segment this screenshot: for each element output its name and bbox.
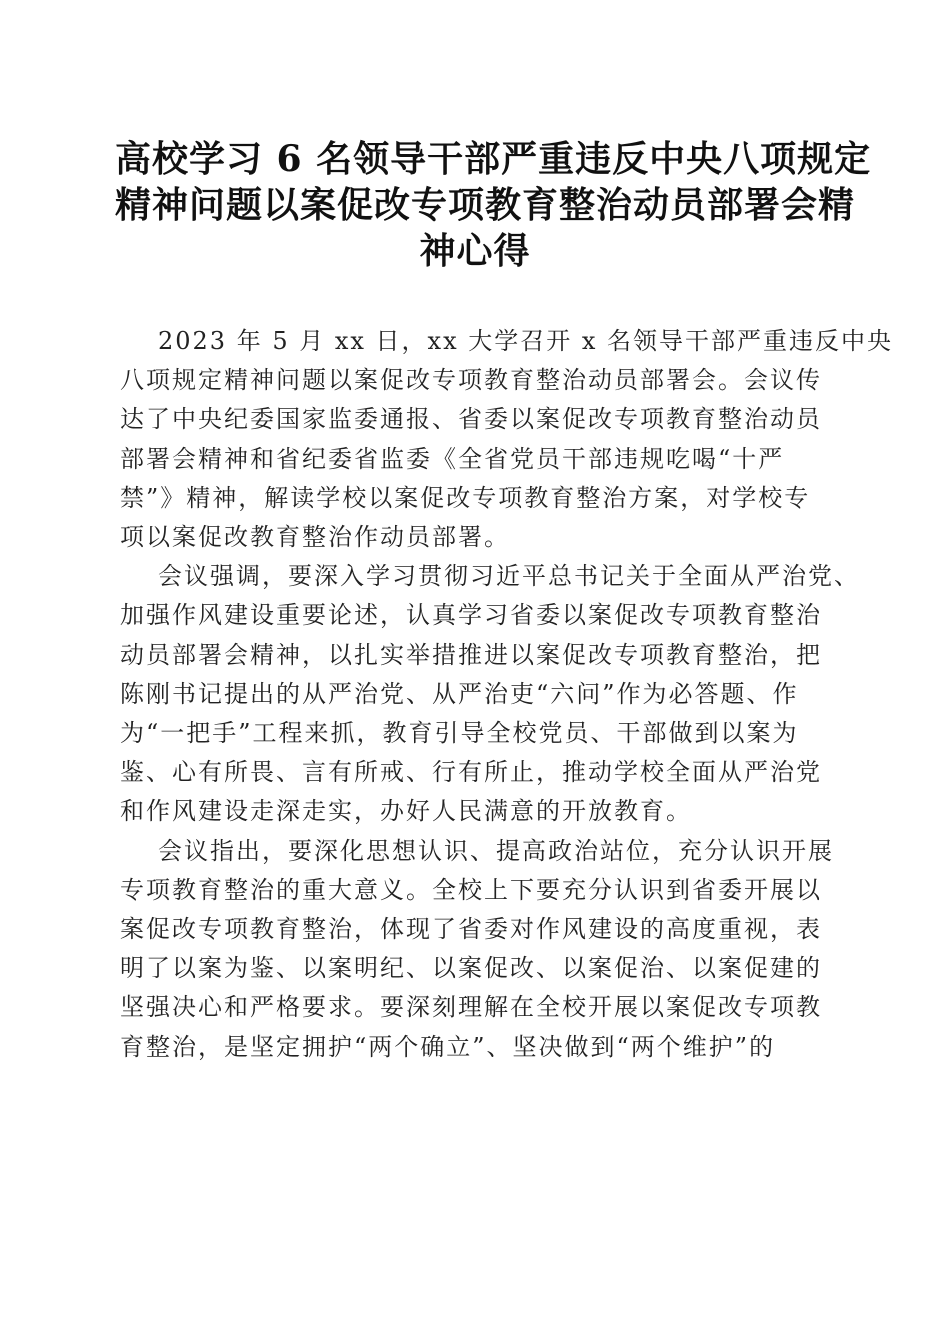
text-line: 明了以案为鉴、以案明纪、以案促改、以案促治、以案促建的 — [120, 954, 822, 983]
document-body — [120, 322, 894, 1067]
title-line: 高校学习 6 名领导干部严重违反中央八项规定 — [115, 138, 872, 180]
text-line: 坚强决心和严格要求。要深刻理解在全校开展以案促改专项教 — [120, 993, 822, 1022]
text-line: 八项规定精神问题以案促改专项教育整治动员部署会。会议传 — [120, 366, 822, 395]
text-line: 鉴、心有所畏、言有所戒、行有所止，推动学校全面从严治党 — [120, 758, 822, 787]
text-line: 达了中央纪委国家监委通报、省委以案促改专项教育整治动员 — [120, 405, 822, 434]
text-line: 动员部署会精神，以扎实举措推进以案促改专项教育整治，把 — [120, 640, 822, 669]
text-line: 禁”》精神，解读学校以案促改专项教育整治方案，对学校专 — [120, 483, 811, 512]
paragraph-2 — [120, 557, 860, 831]
text-line: 会议指出，要深化思想认识、提高政治站位，充分认识开展 — [158, 836, 834, 865]
text-line: 部署会精神和省纪委省监委《全省党员干部违规吃喝“十严 — [120, 444, 785, 473]
text-line: 项以案促改教育整治作动员部署。 — [120, 523, 510, 552]
text-line: 2023 年 5 月 xx 日，xx 大学召开 x 名领导干部严重违反中央 — [158, 327, 894, 355]
text-line: 专项教育整治的重大意义。全校上下要充分认识到省委开展以 — [120, 875, 822, 904]
text-line: 加强作风建设重要论述，认真学习省委以案促改专项教育整治 — [120, 601, 822, 630]
text-line: 和作风建设走深走实，办好人民满意的开放教育。 — [120, 797, 692, 826]
title-line: 神心得 — [419, 230, 531, 272]
text-line: 会议强调，要深入学习贯彻习近平总书记关于全面从严治党、 — [158, 562, 860, 591]
text-line: 为“一把手”工程来抓，教育引导全校党员、干部做到以案为 — [120, 719, 799, 748]
paragraph-1 — [120, 322, 894, 557]
document-title — [115, 136, 872, 274]
text-line: 育整治，是坚定拥护“两个确立”、坚决做到“两个维护”的 — [120, 1032, 776, 1061]
paragraph-3 — [120, 832, 840, 1067]
title-line: 精神问题以案促改专项教育整治动员部署会精 — [115, 184, 856, 226]
text-line: 案促改专项教育整治，体现了省委对作风建设的高度重视，表 — [120, 915, 822, 944]
text-line: 陈刚书记提出的从严治党、从严治吏“六问”作为必答题、作 — [120, 679, 799, 708]
